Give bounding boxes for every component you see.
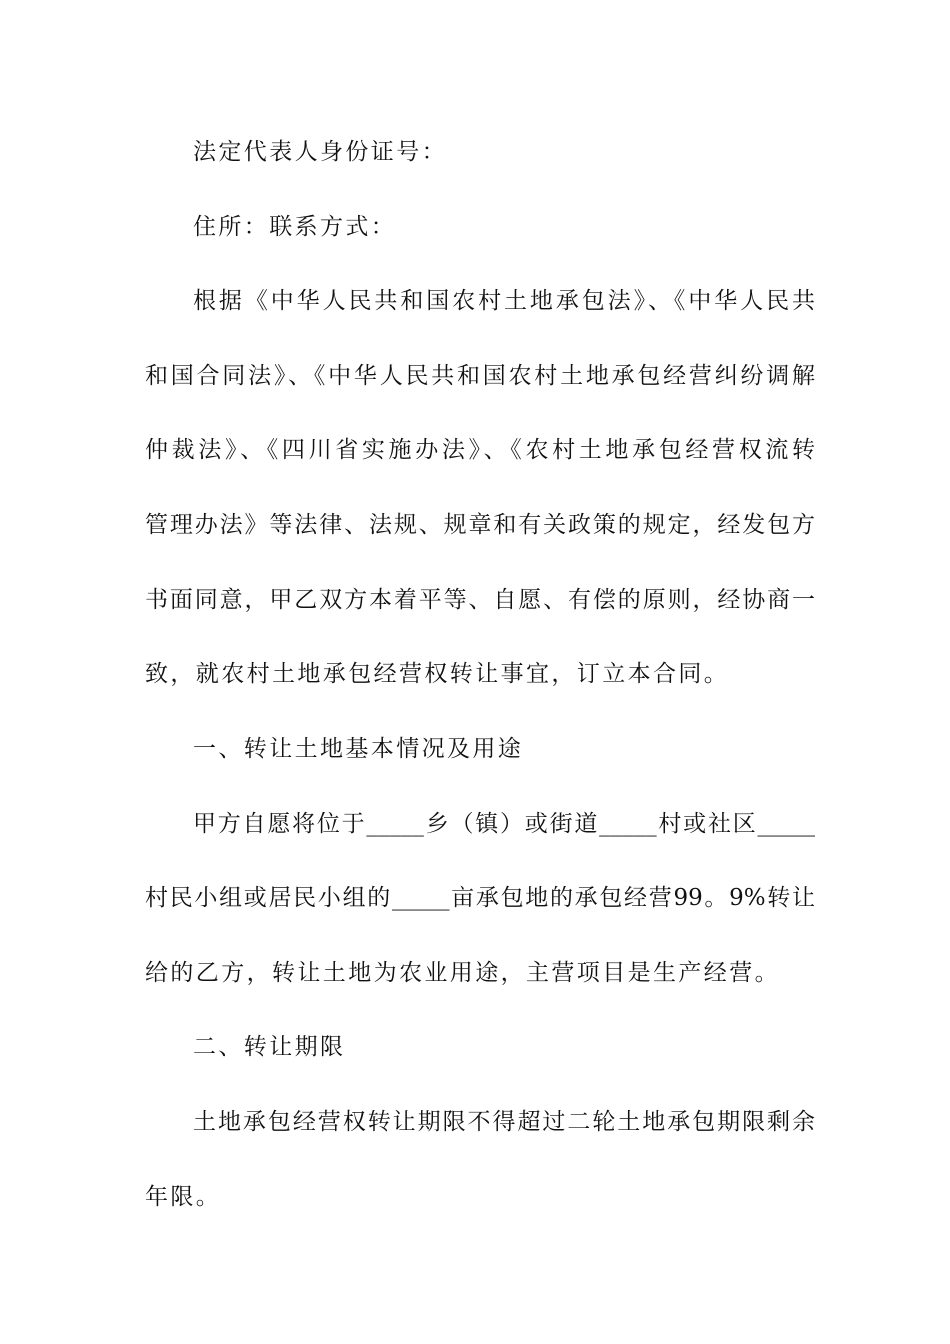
paragraph-line: 给的乙方，转让土地为农业用途，主营项目是生产经营。 <box>145 960 780 986</box>
section-heading-2: 二、转让期限 <box>193 1034 346 1060</box>
paragraph-line: 致，就农村土地承包经营权转让事宜，订立本合同。 <box>145 661 730 687</box>
paragraph-line: 甲方自愿将位于_____乡（镇）或街道_____村或社区_____ <box>193 811 815 837</box>
paragraph-line: 年限。 <box>145 1184 222 1210</box>
paragraph-line: 书面同意，甲乙双方本着平等、自愿、有偿的原则，经协商一 <box>145 587 815 613</box>
paragraph-line: 村民小组或居民小组的_____亩承包地的承包经营99。9%转让 <box>145 885 815 911</box>
paragraph-line: 仲裁法》、《四川省实施办法》、《农村土地承包经营权流转 <box>145 437 815 463</box>
legal-rep-id-line: 法定代表人身份证号： <box>193 139 447 165</box>
section-heading-1: 一、转让土地基本情况及用途 <box>193 736 524 762</box>
paragraph-line: 根据《中华人民共和国农村土地承包法》、《中华人民共 <box>193 288 815 314</box>
paragraph-line: 管理办法》等法律、法规、规章和有关政策的规定，经发包方 <box>145 512 815 538</box>
address-contact-line: 住所：联系方式： <box>193 214 397 240</box>
paragraph-line: 土地承包经营权转让期限不得超过二轮土地承包期限剩余 <box>193 1109 815 1135</box>
paragraph-line: 和国合同法》、《中华人民共和国农村土地承包经营纠纷调解 <box>145 363 815 389</box>
